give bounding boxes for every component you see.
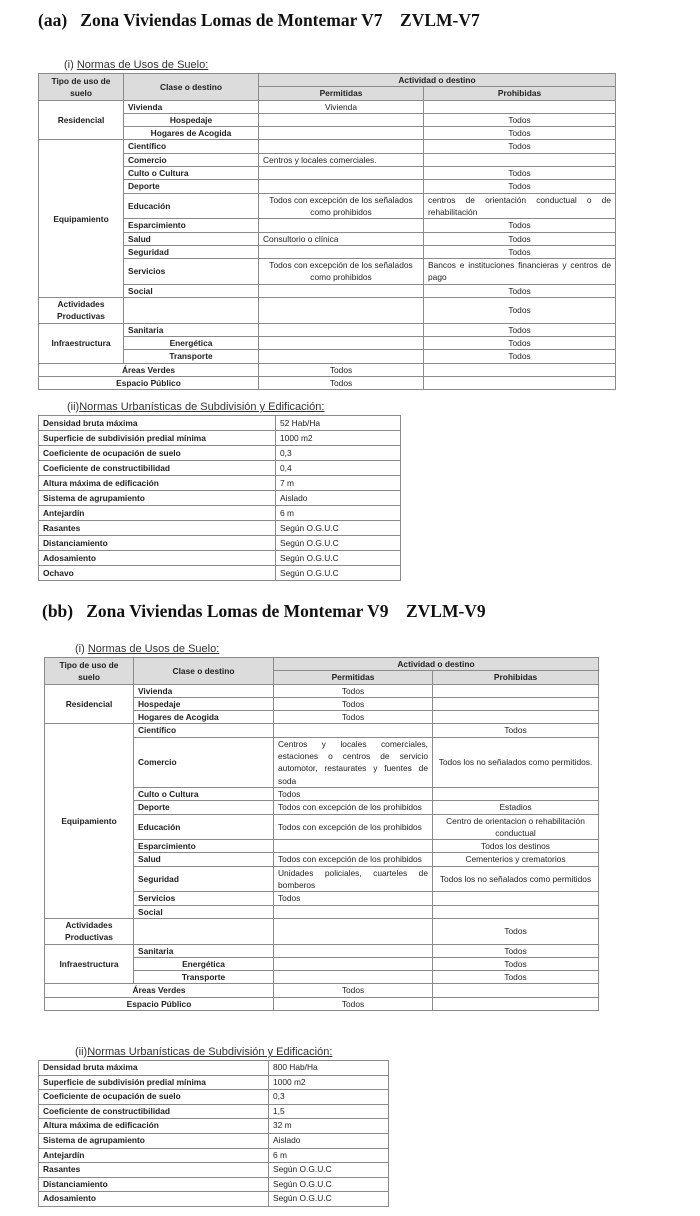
prohibidas-cell: Todos [424,350,616,363]
norma-value-cell: Según O.G.U.C [276,521,401,536]
norma-label-cell: Superficie de subdivisión predial mínima [39,1075,269,1090]
norma-value-cell: Según O.G.U.C [269,1177,389,1192]
normas-subtitle-v9 [75,1046,332,1058]
table-row [45,724,599,737]
clase-cell: Transporte [124,350,259,363]
norma-label-cell: Altura máxima de edificación [39,1119,269,1134]
table-row [39,167,616,180]
normas-table-v9 [38,1060,389,1207]
norma-value-cell: 7 m [276,476,401,491]
clase-cell: Comercio [124,153,259,166]
subtitle-prefix: (i) [75,643,88,655]
norma-value-cell: 0,3 [276,446,401,461]
permitidas-cell [259,127,424,140]
table-row [39,140,616,153]
norma-value-cell: Aislado [276,491,401,506]
tipo-cell: Equipamiento [45,724,134,918]
usos-subtitle-v9 [75,643,219,655]
table-row [39,1104,389,1119]
clase-cell: Sanitaria [134,944,274,957]
clase-cell: Hospedaje [124,113,259,126]
header-tipo: Tipo de uso de suelo [39,74,124,101]
permitidas-cell [259,167,424,180]
table-row [45,918,599,944]
prohibidas-cell: Todos [424,180,616,193]
table-row [39,1133,389,1148]
tipo-cell: Infraestructura [45,944,134,984]
clase-cell: Energética [124,336,259,349]
table-row [45,944,599,957]
usos-subtitle-v7 [64,59,208,71]
table-row [39,506,401,521]
prohibidas-cell: Todos los no señalados como permitidos. [433,737,599,787]
table-row [39,476,401,491]
permitidas-cell: Todos con excepción de los prohibidos [274,853,433,866]
norma-value-cell: 1000 m2 [269,1075,389,1090]
header-actividad: Actividad o destino [274,658,599,671]
clase-cell: Esparcimiento [134,840,274,853]
permitidas-cell: Centros y locales comerciales, estaciones o centros de servicio automotor, restaurates y fuentes de soda [274,737,433,787]
norma-label-cell: Distanciamiento [39,536,276,551]
permitidas-cell: Todos con excepción de los prohibidos [274,814,433,840]
table-row [39,219,616,232]
prohibidas-cell: Todos los no señalados como permitidos [433,866,599,892]
clase-cell: Sanitaria [124,323,259,336]
section-title-v9: (bb) Zona Viviendas Lomas de Montemar V9 ZVLM-V9 [42,601,486,621]
usos-table-v9 [44,657,599,1011]
permitidas-cell: Todos con excepción de los señalados como prohibidos [259,259,424,285]
prohibidas-cell [433,892,599,905]
clase-cell: Seguridad [124,245,259,258]
clase-cell: Vivienda [124,100,259,113]
permitidas-cell: Todos [274,697,433,710]
table-row [39,259,616,285]
table-row [39,350,616,363]
spanned-label-cell: Espacio Público [39,376,259,389]
prohibidas-cell [433,997,599,1010]
norma-value-cell: 6 m [276,506,401,521]
table-row [39,113,616,126]
table-row [39,298,616,324]
norma-value-cell: 52 Hab/Ha [276,416,401,431]
norma-label-cell: Sistema de agrupamiento [39,491,276,506]
subtitle-prefix: (ii) [75,1046,88,1058]
clase-cell: Salud [124,232,259,245]
norma-value-cell: 1,5 [269,1104,389,1119]
prohibidas-cell: Todos [424,113,616,126]
clase-cell: Culto o Cultura [124,167,259,180]
prohibidas-cell: Todos [433,957,599,970]
tipo-cell: Residencial [39,100,124,140]
clase-cell: Educación [124,193,259,219]
permitidas-cell: Consultorio o clínica [259,232,424,245]
subtitle-prefix: (i) [64,59,77,71]
permitidas-cell [274,957,433,970]
permitidas-cell [259,336,424,349]
norma-label-cell: Sistema de agrupamiento [39,1133,269,1148]
permitidas-cell: Todos [259,376,424,389]
norma-label-cell: Altura máxima de edificación [39,476,276,491]
clase-cell: Hogares de Acogida [124,127,259,140]
permitidas-cell [259,298,424,324]
permitidas-cell [259,113,424,126]
permitidas-cell [274,840,433,853]
subtitle-text: Normas Urbanísticas de Subdivisión y Edificación: [79,401,325,413]
table-row [39,193,616,219]
header-row [45,658,599,671]
clase-cell: Científico [124,140,259,153]
norma-value-cell: Según O.G.U.C [269,1192,389,1207]
subtitle-text: Normas Urbanísticas de Subdivisión y Edificación: [87,1046,333,1058]
permitidas-cell: Unidades policiales, cuarteles de bomberos [274,866,433,892]
permitidas-cell: Todos [274,997,433,1010]
permitidas-cell [259,180,424,193]
norma-label-cell: Antejardín [39,1148,269,1163]
clase-cell: Científico [134,724,274,737]
clase-cell-empty [124,298,259,324]
norma-label-cell: Densidad bruta máxima [39,416,276,431]
section-title-v7: (aa) Zona Viviendas Lomas de Montemar V7 ZVLM-V7 [38,10,480,30]
tipo-cell: Actividades Productivas [45,918,134,944]
table-row [45,984,599,997]
header-prohibidas: Prohibidas [424,87,616,100]
prohibidas-cell [433,787,599,800]
prohibidas-cell: Estadios [433,801,599,814]
prohibidas-cell: Todos [433,944,599,957]
norma-value-cell: 6 m [269,1148,389,1163]
permitidas-cell [259,284,424,297]
norma-label-cell: Coeficiente de ocupación de suelo [39,446,276,461]
clase-cell: Seguridad [134,866,274,892]
table-row [39,363,616,376]
table-row [39,127,616,140]
prohibidas-cell: Todos [433,971,599,984]
prohibidas-cell: Todos [424,127,616,140]
prohibidas-cell: Todos [424,167,616,180]
clase-cell: Culto o Cultura [134,787,274,800]
permitidas-cell: Todos [274,984,433,997]
prohibidas-cell: Todos [433,724,599,737]
header-prohibidas: Prohibidas [433,671,599,684]
table-row [39,284,616,297]
permitidas-cell [259,245,424,258]
prohibidas-cell: Todos [424,245,616,258]
clase-cell: Servicios [134,892,274,905]
table-row [39,521,401,536]
usos-table-v7 [38,73,616,390]
tipo-cell: Equipamiento [39,140,124,298]
norma-label-cell: Densidad bruta máxima [39,1061,269,1076]
prohibidas-cell: Bancos e instituciones financieras y centros de pago [424,259,616,285]
prohibidas-cell [424,376,616,389]
prohibidas-cell: Todos [433,918,599,944]
prohibidas-cell: Todos [424,232,616,245]
prohibidas-cell [424,153,616,166]
normas-table-v7 [38,415,401,581]
norma-value-cell: 0,3 [269,1090,389,1105]
norma-value-cell: 1000 m2 [276,431,401,446]
prohibidas-cell [424,100,616,113]
norma-label-cell: Ochavo [39,566,276,581]
clase-cell: Hogares de Acogida [134,711,274,724]
prohibidas-cell: Todos [424,336,616,349]
prohibidas-cell: Todos los destinos [433,840,599,853]
norma-value-cell: 800 Hab/Ha [269,1061,389,1076]
table-row [39,376,616,389]
header-row [39,74,616,87]
subtitle-text: Normas de Usos de Suelo: [76,59,209,71]
norma-label-cell: Coeficiente de ocupación de suelo [39,1090,269,1105]
table-row [39,100,616,113]
table-row [39,1090,389,1105]
table-row [39,232,616,245]
prohibidas-cell [433,984,599,997]
norma-value-cell: Según O.G.U.C [276,566,401,581]
clase-cell: Social [124,284,259,297]
permitidas-cell [274,918,433,944]
prohibidas-cell: Todos [424,140,616,153]
clase-cell: Energética [134,957,274,970]
table-row [39,446,401,461]
table-row [39,323,616,336]
table-row [39,1075,389,1090]
tipo-cell: Residencial [45,684,134,724]
norma-label-cell: Distanciamiento [39,1177,269,1192]
prohibidas-cell: centros de orientación conductual o de rehabilitación [424,193,616,219]
norma-value-cell: Según O.G.U.C [276,536,401,551]
clase-cell: Educación [134,814,274,840]
prohibidas-cell [433,684,599,697]
norma-label-cell: Adosamiento [39,551,276,566]
permitidas-cell [274,971,433,984]
subtitle-text: Normas de Usos de Suelo: [87,643,220,655]
table-row [39,336,616,349]
spanned-label-cell: Áreas Verdes [39,363,259,376]
table-row [39,551,401,566]
header-clase: Clase o destino [124,74,259,101]
prohibidas-cell [433,711,599,724]
table-row [39,1192,389,1207]
norma-value-cell: 0,4 [276,461,401,476]
permitidas-cell: Todos [274,787,433,800]
norma-label-cell: Coeficiente de constructibilidad [39,1104,269,1119]
table-row [39,1119,389,1134]
tipo-cell: Infraestructura [39,323,124,363]
permitidas-cell [259,140,424,153]
clase-cell: Hospedaje [134,697,274,710]
permitidas-cell [274,944,433,957]
header-clase: Clase o destino [134,658,274,685]
table-row [45,997,599,1010]
norma-value-cell: Según O.G.U.C [276,551,401,566]
permitidas-cell: Todos [274,711,433,724]
permitidas-cell [259,219,424,232]
table-row [45,684,599,697]
prohibidas-cell: Centro de orientacion o rehabilitación conductual [433,814,599,840]
clase-cell: Deporte [124,180,259,193]
permitidas-cell: Todos [274,892,433,905]
header-permitidas: Permitidas [274,671,433,684]
permitidas-cell [274,905,433,918]
spanned-label-cell: Áreas Verdes [45,984,274,997]
table-row [39,1061,389,1076]
prohibidas-cell: Todos [424,284,616,297]
table-row [39,1177,389,1192]
normas-subtitle-v7 [67,401,324,413]
permitidas-cell [274,724,433,737]
permitidas-cell: Todos [274,684,433,697]
header-permitidas: Permitidas [259,87,424,100]
norma-label-cell: Superficie de subdivisión predial mínima [39,431,276,446]
clase-cell: Comercio [134,737,274,787]
table-row [39,416,401,431]
clase-cell-empty [134,918,274,944]
table-row [39,153,616,166]
norma-label-cell: Coeficiente de constructibilidad [39,461,276,476]
table-row [39,536,401,551]
table-row [39,461,401,476]
spanned-label-cell: Espacio Público [45,997,274,1010]
norma-value-cell: Aislado [269,1133,389,1148]
clase-cell: Servicios [124,259,259,285]
clase-cell: Transporte [134,971,274,984]
clase-cell: Esparcimiento [124,219,259,232]
table-row [39,491,401,506]
subtitle-prefix: (ii) [67,401,80,413]
norma-value-cell: 32 m [269,1119,389,1134]
norma-label-cell: Antejardín [39,506,276,521]
header-actividad: Actividad o destino [259,74,616,87]
prohibidas-cell: Todos [424,323,616,336]
tipo-cell: Actividades Productivas [39,298,124,324]
prohibidas-cell: Todos [424,219,616,232]
permitidas-cell: Vivienda [259,100,424,113]
prohibidas-cell [433,905,599,918]
norma-label-cell: Rasantes [39,1163,269,1178]
clase-cell: Deporte [134,801,274,814]
permitidas-cell: Centros y locales comerciales. [259,153,424,166]
table-row [39,1148,389,1163]
table-row [39,245,616,258]
table-row [39,566,401,581]
prohibidas-cell: Todos [424,298,616,324]
table-row [39,180,616,193]
norma-value-cell: Según O.G.U.C [269,1163,389,1178]
clase-cell: Social [134,905,274,918]
prohibidas-cell [433,697,599,710]
prohibidas-cell [424,363,616,376]
table-row [39,431,401,446]
norma-label-cell: Rasantes [39,521,276,536]
header-tipo: Tipo de uso de suelo [45,658,134,685]
permitidas-cell [259,350,424,363]
clase-cell: Vivienda [134,684,274,697]
clase-cell: Salud [134,853,274,866]
permitidas-cell [259,323,424,336]
permitidas-cell: Todos [259,363,424,376]
prohibidas-cell: Cementerios y crematorios [433,853,599,866]
table-row [39,1163,389,1178]
permitidas-cell: Todos con excepción de los señalados como prohibidos [259,193,424,219]
norma-label-cell: Adosamiento [39,1192,269,1207]
permitidas-cell: Todos con excepción de los prohibidos [274,801,433,814]
